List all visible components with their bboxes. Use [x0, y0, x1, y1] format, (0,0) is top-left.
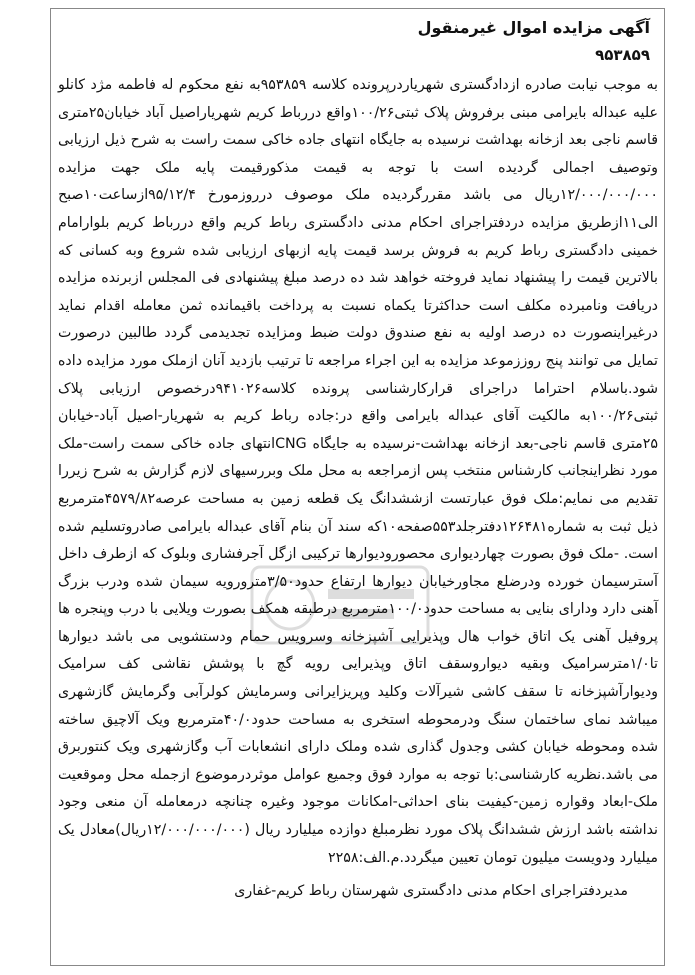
notice-signature: مدیردفتراجرای احکام مدنی دادگستری شهرستان رباط کریم-غفاری — [234, 883, 628, 900]
notice-title: آگهی مزایده اموال غیرمنقول — [417, 18, 650, 37]
notice-number: ۹۵۳۸۵۹ — [595, 46, 650, 64]
notice-body: به موجب نیابت صادره ازدادگستری شهریاردرپرونده کلاسه ۹۵۳۸۵۹به نفع محکوم له فاطمه مژد کانلو علیه عبداله بایرامی مبنی برفروش پلاک ثبتی۱۰۰/۲۶واقع درر‌باط کریم شهریاراصیل آباد خیابان۲۵متری قاسم ناجی بعد ازخانه بهداشت نرسیده به جایگاه انتهای جاده خاکی سمت راست به شرح ذیل ارزیابی وتوصیف اجمالی گردیده است با توجه به قیمت مذکورقیمت پایه ملک جهت مزایده ۱۲/۰۰۰/۰۰۰/۰۰۰ریال می باشد مقررگردیده ملک موصوف درروزمورخ ۹۵/۱۲/۴ازساعت۱۰صبح الی۱۱ازطریق مزایده دردفتراجرای احکام مدنی دادگستری رباط کریم واقع دررباط کریم بلوارامام خمینی دادگستری رباط کریم به فروش برسد قیمت پایه ازبهای ارزیابی شده شروع وبه کسانی که بالاترین قیمت را پیشنهاد نماید فروخته خواهد شد ده درصد مبلغ پیشنهادی فی المجلس ازبرنده مزایده دریافت ونامبرده مکلف است حداکثرتا یکماه نسبت به پرداخت باقیمانده ثمن معامله اقدام نماید درغیراینصورت ده درصد اولیه به نفع صندوق دولت ضبط ومزایده تجدیدمی گردد طالبین درصورت تمایل می توانند پنج روززموعد مزایده به این اجراء مراجعه تا ترتیب بازدید آنان ازملک مورد مزایده داده شود.باسلام احتراما دراجرای قرارکارشناسی پرونده کلاسه۹۴۱۰۲۶درخصوص ارزیابی پلاک ثبتی۱۰۰/۲۶به مالکیت آقای عبداله بایرامی واقع در:جاده رباط کریم به شهریار-اصیل آباد-خیابان ۲۵متری قاسم ناجی-بعد ازخانه بهداشت-نرسیده به جایگاه CNGانتهای جاده خاکی سمت راست-ملک مورد نظراینجانب کارشناس منتخب پس ازمراجعه به محل ملک وبررسیهای لازم گزارش به شرح زیررا تقدیم می نمایم:ملک فوق عبارتست ازششدانگ یک قطعه زمین به مساحت عرصه۴۵۷۹/۸۲مترمربع ذیل ثبت به شماره۱۲۶۴۸۱دفترجلد۵۵۳صفحه۱۰که سند آن بنام آقای عبداله بایرامی صادروتسلیم شده است. -ملک فوق بصورت چهاردیواری محصورودیوارها ترکیبی ازگل آجرفشاری وبلوک که ازطرف داخل آسترسیمان خورده ودرضلع مجاورخیابان دیوارها ارتفاع حدود۳/۵۰مترورویه سیمان شده ودرب بزرگ آهنی دارد ودارای بنایی به مساحت حدود۱۰۰/۰مترمربع درطبقه همکف بصورت ویلایی با درب وپنجره ها پروفیل آهنی یک اتاق خواب هال وپذیرایی آشپزخانه وسرویس حمام ودستشویی می باشد دیوارها تا۱/۰مترسرامیک وبقیه دیواروسقف اتاق وپذیرایی رویه گچ با پوشش نقاشی کف سرامیک ودیوارآشپزخانه تا سقف کاشی شیرآلات وکلید وپریزایرانی وسرمایش کولرآبی وگرمایش گازشهری میباشد نمای ساختمان سنگ ودرمحوطه استخری به مساحت حدود۴۰/۰مترمربع ویک آلاچیق ساخته شده ومحوطه خیابان کشی وجدول گذاری شده وملک دارای انشعابات آب وگازشهری ویک کنتوربرق می باشد.نظریه کارشناسی:با توجه به موارد فوق وجمیع عوامل موثردرموضوع ازجمله محل وموقعیت ملک-ابعاد وقواره زمین-کیفیت بنای احداثی-امکانات موجود وغیره چنانچه درمعامله آن منعی وجود نداشته باشد ارزش ششدانگ پلاک مورد نظرمبلغ دوازده میلیارد ریال (۱۲/۰۰۰/۰۰۰/۰۰۰ریال)معادل یک میلیارد ودویست میلیون تومان تعیین میگردد.م.الف:۲۲۵۸ — [58, 77, 659, 866]
notice-content — [58, 14, 658, 906]
